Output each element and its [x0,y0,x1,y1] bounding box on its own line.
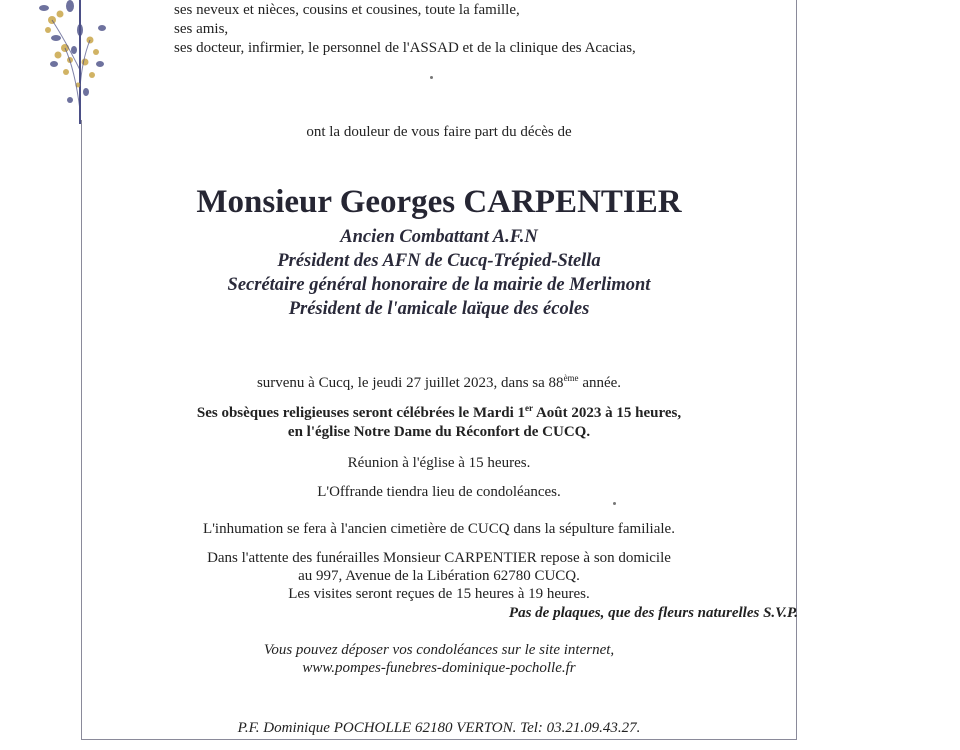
flower-decoration-icon [30,0,125,120]
meeting-info: Réunion à l'église à 15 heures. [347,455,531,471]
family-line: ses amis, [174,21,229,37]
funeral-home-footer: P.F. Dominique POCHOLLE 62180 VERTON. Tel: 03.21.09.43.27. [237,720,641,736]
announcement-text: ont la douleur de vous faire part du décès de [306,124,572,140]
funeral-line: Ses obsèques religieuses seront célébrées le Mardi 1er Août 2023 à 15 heures, [196,403,682,421]
condolences-text: Vous pouvez déposer vos condoléances sur le site internet, [263,642,615,658]
deceased-title: Secrétaire général honoraire de la mairie de Merlimont [227,275,651,295]
deceased-title: Président des AFN de Cucq-Trépied-Stella [277,251,601,271]
flowers-note: Pas de plaques, que des fleurs naturelles S.V.P. [508,605,798,621]
frame-bottom-border [81,739,797,740]
offering-info: L'Offrande tiendra lieu de condoléances. [317,484,561,500]
deceased-name: Monsieur Georges CARPENTIER [196,184,682,220]
condolences-website: www.pompes-funebres-dominique-pocholle.fr [302,660,576,676]
death-notice: survenu à Cucq, le jeudi 27 juillet 2023, dans sa 88ème année. [256,373,622,391]
rest-info: Les visites seront reçues de 15 heures à 19 heures. [288,586,590,602]
frame-right-border [796,0,797,740]
family-line: ses neveux et nièces, cousins et cousines, toute la famille, [174,2,520,18]
family-line: ses docteur, infirmier, le personnel de l'ASSAD et de la clinique des Acacias, [174,40,636,56]
burial-info: L'inhumation se fera à l'ancien cimetière de CUCQ dans la sépulture familiale. [203,521,675,537]
rest-info: au 997, Avenue de la Libération 62780 CUCQ. [298,568,580,584]
deceased-title: Président de l'amicale laïque des écoles [288,299,590,319]
rest-info: Dans l'attente des funérailles Monsieur CARPENTIER repose à son domicile [207,550,671,566]
funeral-church: en l'église Notre Dame du Réconfort de CUCQ. [287,424,591,440]
deceased-title: Ancien Combattant A.F.N [340,227,538,247]
scan-speck [613,502,616,505]
scan-speck [430,76,433,79]
